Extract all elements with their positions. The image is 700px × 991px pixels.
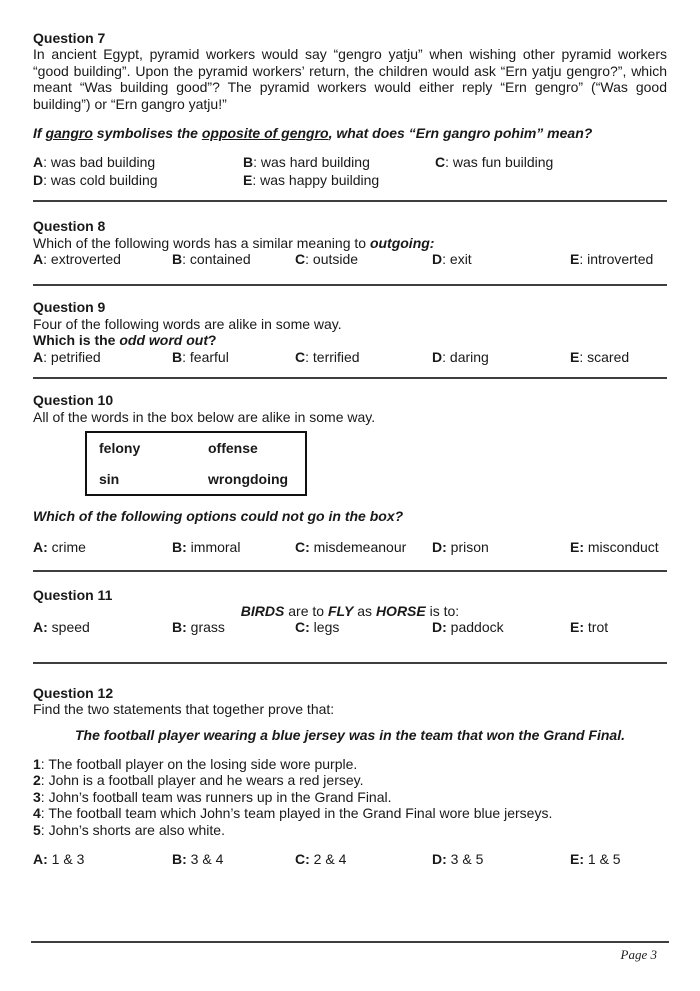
q12-option-c-letter: C:: [295, 851, 310, 867]
q8-option-c-text: : outside: [305, 251, 359, 268]
q7-option-b-letter: B: [243, 154, 254, 171]
q12-option-d: [432, 851, 570, 867]
q12-option-a-text: 1 & 3: [47, 851, 85, 867]
q8-option-a-text: : extroverted: [43, 251, 121, 268]
q12-option-c-text: 2 & 4: [309, 851, 347, 867]
q10-option-a-text: crime: [47, 539, 86, 556]
q7-option-b: [243, 154, 435, 170]
q11-option-e-text: trot: [584, 619, 609, 636]
q11-option-c-letter: C:: [295, 619, 310, 636]
q7-option-b-text: : was hard building: [253, 154, 370, 171]
q8-option-e-letter: E: [570, 251, 580, 268]
q7-option-c-text: : was fun building: [445, 154, 554, 171]
q11-option-d-letter: D:: [432, 619, 447, 636]
section-divider: [33, 377, 667, 379]
question-11-analogy: BIRDS are to FLY as HORSE is to:: [240, 602, 460, 619]
section-divider: [33, 662, 667, 664]
q8-option-b: [172, 251, 295, 267]
q7-option-a-letter: A: [33, 154, 44, 171]
question-11-title: Question 11: [33, 586, 113, 603]
question-9-prompt: Which is the odd word out?: [33, 332, 217, 349]
question-8-title: Question 8: [33, 218, 106, 235]
q10-word-box: [85, 431, 307, 496]
q10-option-a-letter: A:: [33, 539, 48, 556]
q8-option-c: [295, 251, 432, 267]
question-12-statements: [33, 756, 667, 838]
q12-statement-1: [33, 756, 667, 772]
question-10-title: Question 10: [33, 392, 114, 409]
question-12-options: [33, 851, 667, 867]
question-8-options: [33, 251, 667, 267]
q11-option-b: [172, 619, 295, 635]
q8-option-b-letter: B: [172, 251, 183, 268]
q12-statement-2-number: 2: [33, 772, 41, 789]
q12-statement-4: [33, 805, 667, 821]
question-9-intro: Four of the following words are alike in some way.: [33, 315, 342, 332]
q10-option-a: [33, 539, 172, 555]
footer-rule: [31, 941, 669, 943]
q10-option-b-letter: B:: [172, 539, 187, 556]
q12-statement-5: [33, 822, 667, 838]
q7-option-d-letter: D: [33, 171, 44, 188]
q9-option-a-text: : petrified: [43, 348, 101, 365]
q8-option-a-letter: A: [33, 251, 44, 268]
q9-option-b-text: : fearful: [182, 348, 229, 365]
q9-option-c: [295, 349, 432, 365]
question-10-prompt: Which of the following options could not go in the box?: [33, 507, 404, 524]
q9-option-d-text: : daring: [442, 348, 489, 365]
q10-option-b: [172, 539, 295, 555]
question-10: [33, 392, 667, 555]
q12-option-b: [172, 851, 295, 867]
q10-option-c-text: misdemeanour: [309, 539, 407, 556]
q10-option-e: [570, 539, 667, 555]
q10-box-word-wrongdoing: wrongdoing: [208, 471, 289, 488]
q11-option-b-letter: B:: [172, 619, 187, 636]
q12-option-a-letter: A:: [33, 851, 48, 867]
q9-option-a-letter: A: [33, 348, 44, 365]
question-8: [33, 218, 667, 267]
q11-option-a-text: speed: [47, 619, 90, 636]
q10-option-e-letter: E:: [570, 539, 584, 556]
q12-statement-5-number: 5: [33, 821, 41, 838]
q9-option-c-letter: C: [295, 348, 306, 365]
q7-option-d: [33, 172, 243, 188]
q12-option-d-letter: D:: [432, 851, 447, 867]
q8-option-c-letter: C: [295, 251, 306, 268]
q8-option-e: [570, 251, 667, 267]
question-9-options: [33, 349, 667, 365]
q11-option-d: [432, 619, 570, 635]
q11-option-b-text: grass: [186, 619, 225, 636]
q12-option-b-letter: B:: [172, 851, 187, 867]
q8-option-b-text: : contained: [182, 251, 251, 268]
q12-statement-2: [33, 772, 667, 788]
q9-option-e-text: : scared: [579, 348, 630, 365]
q10-box-word-offense: offense: [208, 439, 258, 456]
q10-option-e-text: misconduct: [584, 539, 659, 556]
section-divider: [33, 200, 667, 202]
q12-option-e-text: 1 & 5: [584, 851, 621, 867]
q7-option-a-text: : was bad building: [43, 154, 156, 171]
q11-option-a-letter: A:: [33, 619, 48, 636]
q12-statement-3: [33, 789, 667, 805]
q9-option-c-text: : terrified: [305, 348, 360, 365]
q7-option-e-text: : was happy building: [252, 171, 380, 188]
page-footer: [31, 941, 669, 963]
q12-statement-5-text: : John’s shorts are also white.: [40, 821, 225, 838]
page-number: Page 3: [620, 947, 657, 962]
q10-option-d-letter: D:: [432, 539, 447, 556]
question-10-intro: All of the words in the box below are alike in some way.: [33, 408, 376, 425]
q11-option-e: [570, 619, 667, 635]
q9-option-d: [432, 349, 570, 365]
q12-option-a: [33, 851, 172, 867]
q12-statement-1-number: 1: [33, 755, 41, 772]
q12-statement-4-text: : The football team which John’s team played in the Grand Final wore blue jerseys.: [40, 805, 553, 822]
q10-option-b-text: immoral: [186, 539, 241, 556]
question-12-claim: The football player wearing a blue jersey was in the team that won the Grand Final.: [74, 726, 625, 743]
q9-option-b-letter: B: [172, 348, 183, 365]
question-12: [33, 685, 667, 868]
section-divider: [33, 570, 667, 572]
question-7-prompt: If gangro symbolises the opposite of gengro, what does “Ern gangro pohim” mean?: [33, 125, 593, 142]
q12-option-c: [295, 851, 432, 867]
q8-option-d: [432, 251, 570, 267]
q8-option-a: [33, 251, 172, 267]
section-divider: [33, 284, 667, 286]
q10-option-c-letter: C:: [295, 539, 310, 556]
q10-box-word-felony: felony: [99, 439, 141, 456]
q12-option-e: [570, 851, 667, 867]
q10-box-word-sin: sin: [99, 471, 120, 488]
q12-statement-3-number: 3: [33, 788, 41, 805]
question-7-title: Question 7: [33, 30, 106, 46]
q10-option-c: [295, 539, 432, 555]
q11-option-e-letter: E:: [570, 619, 584, 636]
q11-option-c-text: legs: [309, 619, 340, 636]
q7-option-a: [33, 154, 243, 170]
question-12-title: Question 12: [33, 684, 114, 701]
q9-option-e-letter: E: [570, 348, 580, 365]
q8-option-e-text: : introverted: [579, 251, 654, 268]
q11-option-c: [295, 619, 432, 635]
q7-option-c-letter: C: [435, 154, 446, 171]
question-7-body: In ancient Egypt, pyramid workers would say “gengro yatju” when wishing other pyramid workers “good building”. Upon the pyramid workers’ return, the children would ask “Ern yatju gengro?”, which meant “Was building good”? The pyramid workers would either reply “Ern gengro” (“Was good building”) or “Ern gangro yatju!”: [33, 46, 667, 112]
question-7-options: [33, 154, 667, 188]
q7-option-c: [435, 154, 667, 170]
q11-option-a: [33, 619, 172, 635]
question-12-intro: Find the two statements that together prove that:: [33, 701, 335, 718]
question-11-options: [33, 619, 667, 635]
q12-option-e-letter: E:: [570, 851, 584, 867]
q8-option-d-text: : exit: [442, 251, 472, 268]
q12-statement-1-text: : The football player on the losing side wore purple.: [40, 755, 358, 772]
q9-option-e: [570, 349, 667, 365]
q10-option-d: [432, 539, 570, 555]
question-8-intro: Which of the following words has a similar meaning to outgoing:: [33, 234, 435, 251]
q9-option-b: [172, 349, 295, 365]
q7-option-d-text: : was cold building: [43, 171, 158, 188]
q9-option-d-letter: D: [432, 348, 443, 365]
question-10-options: [33, 539, 667, 555]
question-9-title: Question 9: [33, 299, 106, 316]
q12-statement-4-number: 4: [33, 805, 41, 822]
q10-option-d-text: prison: [446, 539, 489, 556]
question-9: [33, 299, 667, 365]
q8-option-d-letter: D: [432, 251, 443, 268]
q7-option-e-letter: E: [243, 171, 253, 188]
q12-option-d-text: 3 & 5: [446, 851, 484, 867]
q7-option-e: [243, 172, 435, 188]
q9-option-a: [33, 349, 172, 365]
q11-option-d-text: paddock: [446, 619, 504, 636]
question-7: [33, 30, 667, 188]
q12-statement-3-text: : John’s football team was runners up in the Grand Final.: [40, 788, 392, 805]
question-11: [33, 587, 667, 636]
q12-statement-2-text: : John is a football player and he wears a red jersey.: [40, 772, 364, 789]
q12-option-b-text: 3 & 4: [186, 851, 224, 867]
